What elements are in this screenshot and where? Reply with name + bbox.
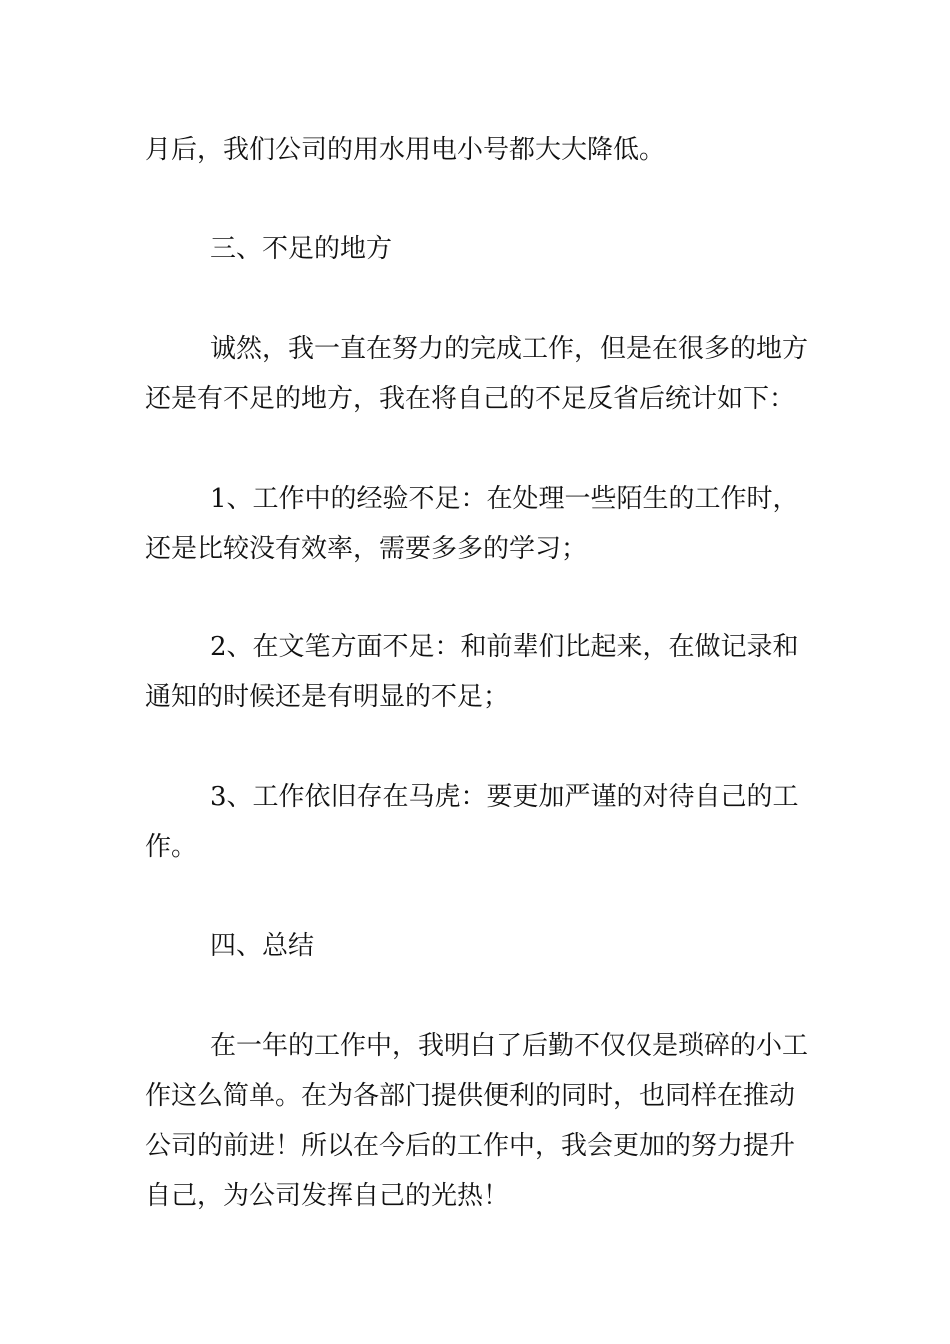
section-heading: 四、总结 (210, 931, 315, 961)
paragraph-line: 作这么简单。在为各部门提供便利的同时，也同样在推动 (145, 1081, 796, 1111)
list-item-line: 2、在文笔方面不足：和前辈们比起来，在做记录和 (210, 632, 799, 662)
list-item-line: 还是比较没有效率，需要多多的学习； (145, 534, 588, 564)
list-item-line: 1、工作中的经验不足：在处理一些陌生的工作时， (210, 484, 799, 514)
paragraph-line: 还是有不足的地方，我在将自己的不足反省后统计如下： (145, 384, 796, 414)
paragraph-line: 自己，为公司发挥自己的光热！ (145, 1181, 510, 1211)
section-heading: 三、不足的地方 (210, 234, 393, 264)
list-item-line: 作。 (145, 832, 198, 862)
list-item-line: 3、工作依旧存在马虎：要更加严谨的对待自己的工 (210, 782, 799, 812)
paragraph-line: 公司的前进！所以在今后的工作中，我会更加的努力提升 (145, 1131, 796, 1161)
list-item-line: 通知的时候还是有明显的不足； (145, 682, 510, 712)
paragraph-line: 诚然，我一直在努力的完成工作，但是在很多的地方 (210, 334, 809, 364)
paragraph-line: 在一年的工作中，我明白了后勤不仅仅是琐碎的小工 (210, 1031, 809, 1061)
paragraph-line: 月后，我们公司的用水用电小号都大大降低。 (145, 135, 666, 165)
